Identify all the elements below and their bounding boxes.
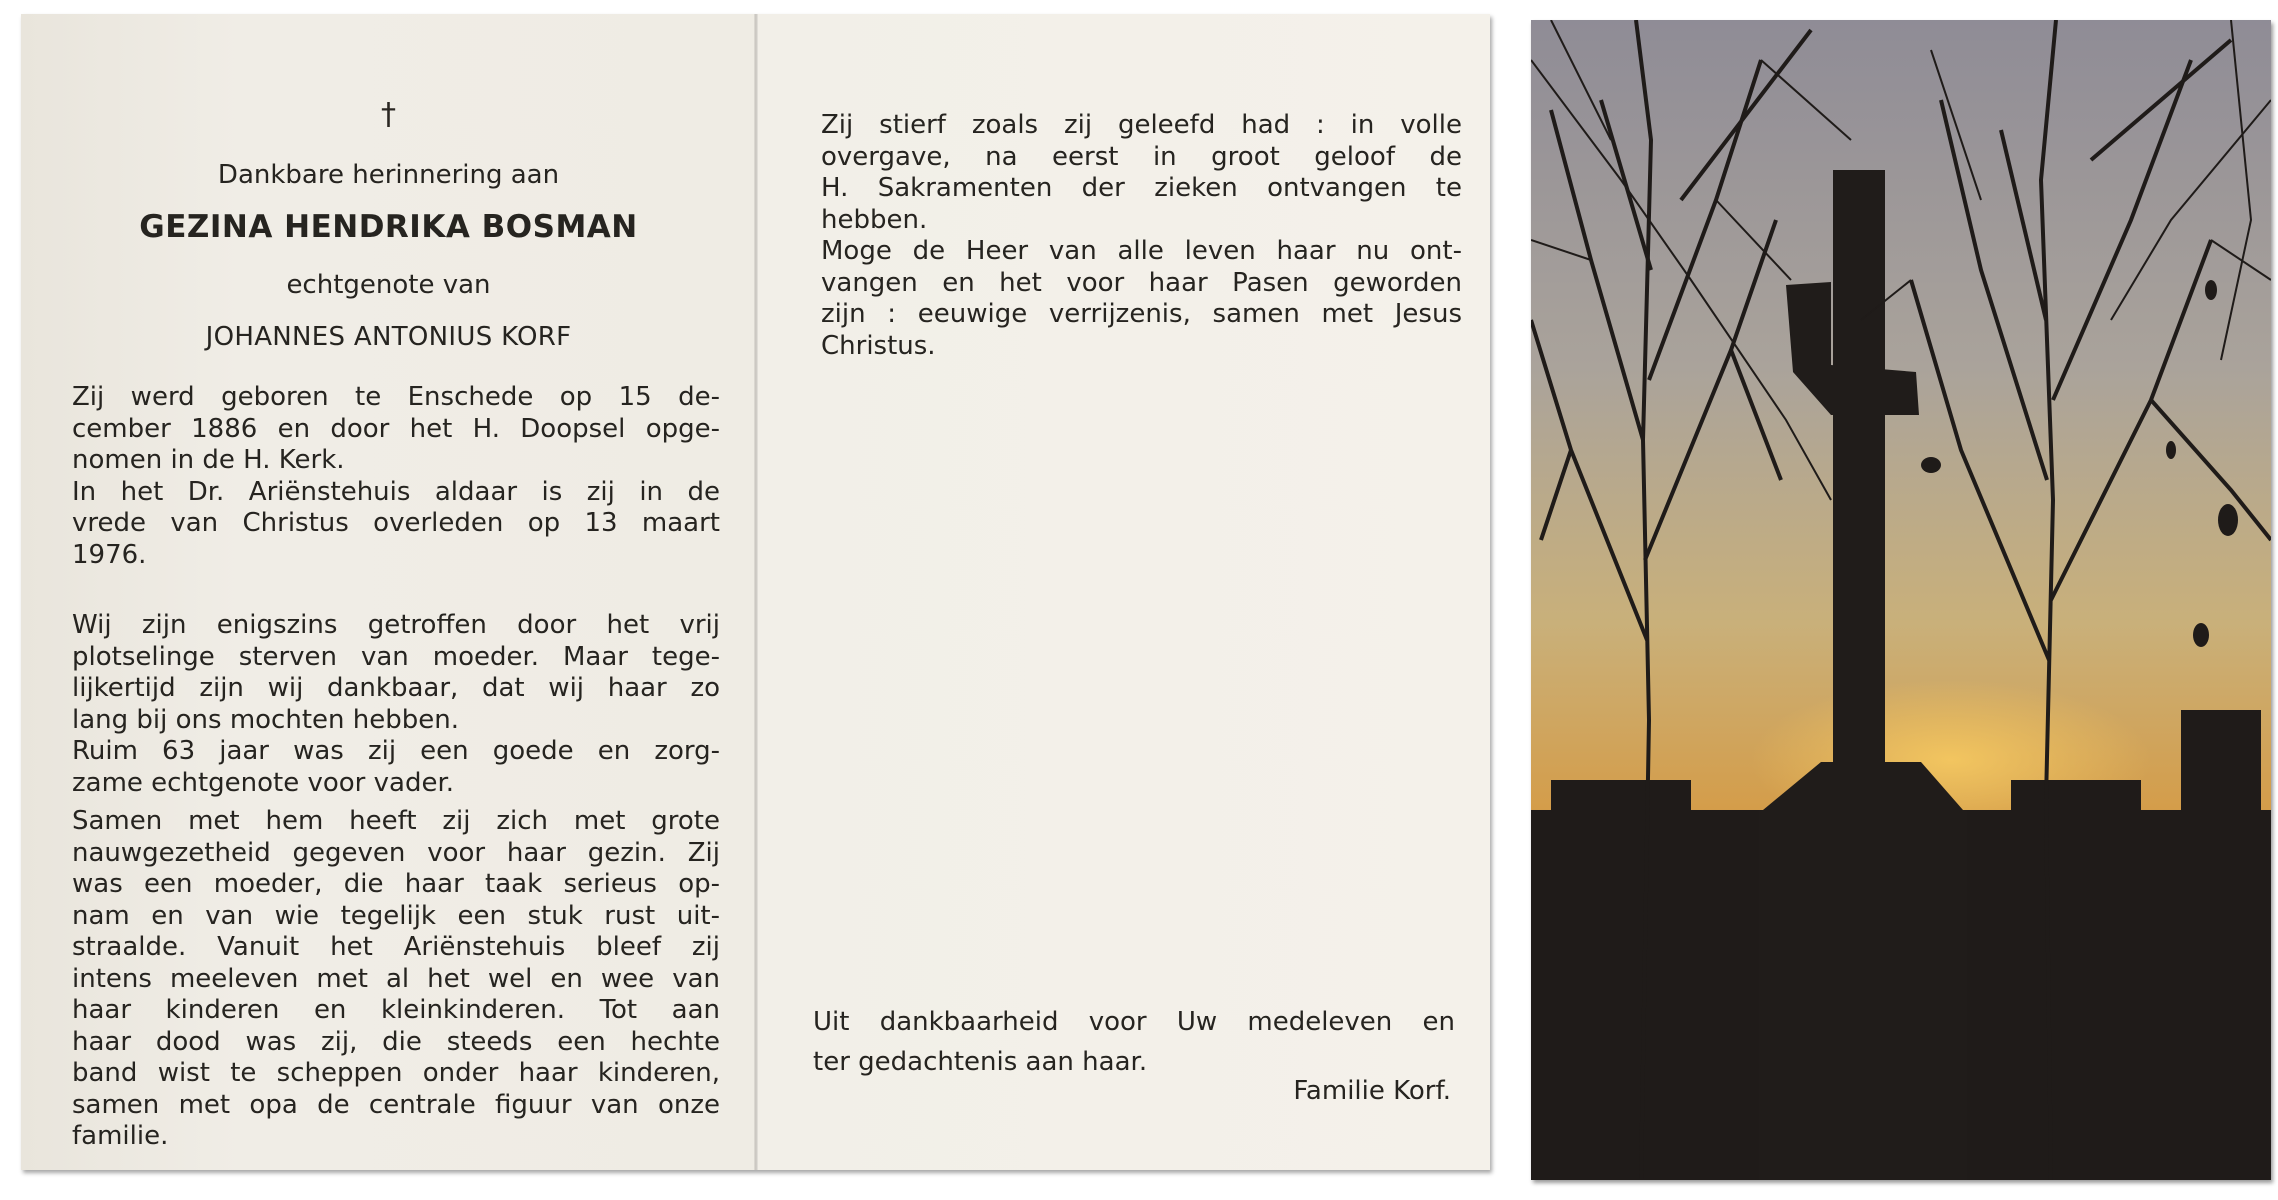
relation-line: echtgenote van (286, 270, 491, 300)
tribute-paragraph (72, 806, 720, 1153)
text-line: zame echtgenote voor vader. (72, 767, 455, 798)
text-line: vangen en het voor haar Pasen geworden (821, 267, 1462, 298)
text-line: cember 1886 en door het H. Doopsel opge- (72, 413, 720, 444)
signature: Familie Korf. (1293, 1076, 1451, 1106)
text-line: samen met opa de centrale figuur van onze (72, 1089, 720, 1120)
text-line: lijkertijd zijn wij dankbaar, dat wij haar zo (72, 673, 720, 703)
memorial-photo (1531, 20, 2271, 1180)
text-line: plotselinge sterven van moeder. Maar tege- (72, 641, 720, 672)
intro-line: Dankbare herinnering aan (217, 160, 560, 190)
text-line: nomen in de H. Kerk. (72, 445, 345, 475)
text-line: Uit dankbaarheid voor Uw medeleven en (813, 1007, 1455, 1037)
text-line: ter gedachtenis aan haar. (813, 1047, 1148, 1077)
text-line: Zij stierf zoals zij geleefd had : in volle (821, 110, 1462, 140)
text-line: was een moeder, die haar taak serieus op- (72, 869, 720, 899)
cross-symbol: † (381, 97, 396, 132)
biography-paragraph (72, 382, 720, 571)
text-line: overgave, na eerst in groot geloof de (821, 141, 1462, 172)
text-line: familie. (72, 1121, 169, 1151)
text-line: Moge de Heer van alle leven haar nu ont- (821, 236, 1462, 266)
text-line: Zij werd geboren te Enschede op 15 de- (72, 382, 720, 412)
card-fold (754, 14, 758, 1170)
text-line: hebben. (821, 204, 928, 235)
text-line: lang bij ons mochten hebben. (72, 704, 459, 735)
text-line: In het Dr. Ariënstehuis aldaar is zij in de (72, 476, 720, 507)
text-line: Christus. (821, 330, 936, 361)
text-line: Samen met hem heeft zij zich met grote (72, 806, 720, 836)
memorial-card (21, 14, 1490, 1170)
text-line: intens meeleven met al het wel en wee van (72, 963, 720, 994)
text-line: 1976. (72, 539, 147, 570)
text-line: haar dood was zij, die steeds een hechte (72, 1026, 720, 1057)
deceased-name: GEZINA HENDRIKA BOSMAN (139, 209, 638, 245)
text-line: vrede van Christus overleden op 13 maart (72, 508, 720, 538)
family-paragraph (72, 610, 720, 799)
faith-paragraph (821, 110, 1462, 362)
text-line: nam en van wie tegelijk een stuk rust uit- (72, 900, 720, 931)
text-line: band wist te scheppen onder haar kinderen, (72, 1058, 720, 1088)
text-line: Ruim 63 jaar was zij een goede en zorg- (72, 736, 720, 766)
closing-paragraph (813, 1002, 1455, 1082)
card-left-panel (21, 14, 756, 1170)
text-line: haar kinderen en kleinkinderen. Tot aan (72, 995, 720, 1025)
text-line: H. Sakramenten der zieken ontvangen te (821, 173, 1462, 203)
text-line: Wij zijn enigszins getroffen door het vrij (72, 610, 720, 640)
cross-sunset-image (1531, 20, 2271, 1180)
spouse-name: JOHANNES ANTONIUS KORF (205, 322, 572, 352)
text-line: zijn : eeuwige verrijzenis, samen met Jesus (821, 299, 1462, 329)
text-line: straalde. Vanuit het Ariënstehuis bleef zij (72, 932, 720, 962)
text-line: nauwgezetheid gegeven voor haar gezin. Zij (72, 837, 720, 868)
